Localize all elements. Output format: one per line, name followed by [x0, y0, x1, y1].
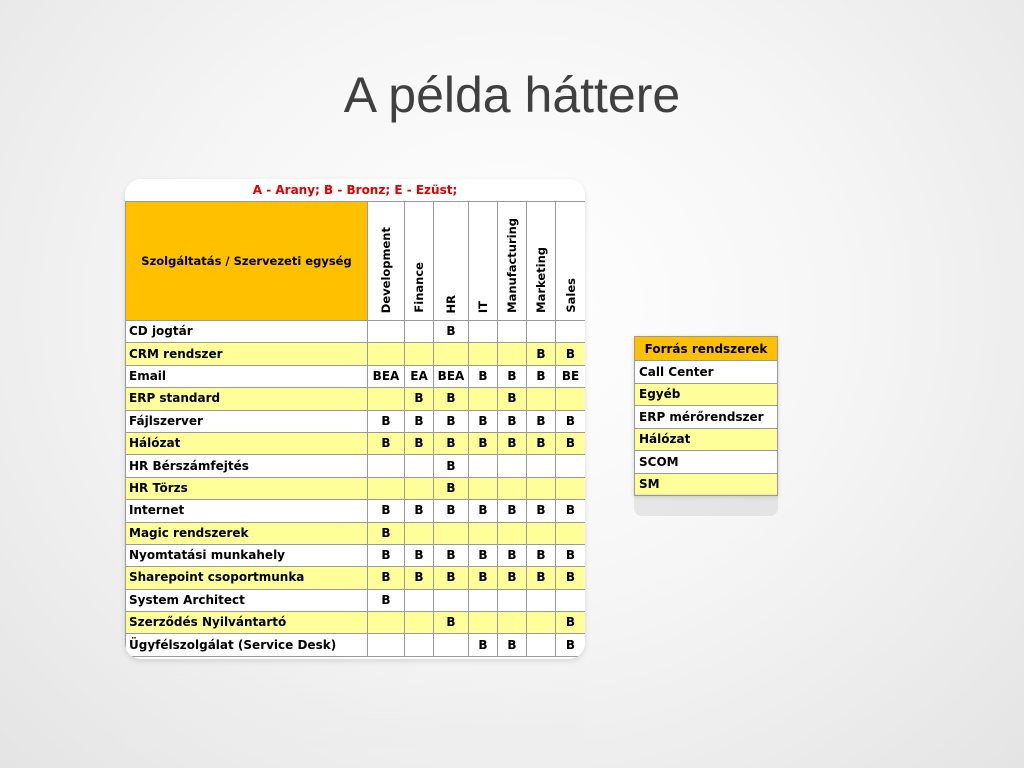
service-level-cell: B — [434, 432, 469, 454]
source-systems-box — [634, 336, 778, 496]
service-level-cell — [498, 321, 527, 343]
service-level-cell — [405, 612, 434, 634]
source-system-name: Hálózat — [635, 428, 778, 451]
service-level-cell: B — [434, 321, 469, 343]
service-level-cell — [368, 388, 405, 410]
service-level-cell: B — [405, 544, 434, 566]
list-item — [635, 383, 778, 406]
department-label: Marketing — [534, 247, 548, 313]
department-label: Development — [379, 226, 393, 313]
service-level-cell: B — [556, 634, 586, 656]
service-level-cell: B — [434, 500, 469, 522]
service-level-cell — [405, 634, 434, 656]
source-systems-table — [634, 336, 778, 496]
service-level-cell — [498, 343, 527, 365]
service-level-cell: B — [498, 567, 527, 589]
service-level-cell — [556, 522, 586, 544]
slide-title: A példa háttere — [343, 67, 681, 123]
service-level-cell: B — [405, 388, 434, 410]
table-row — [126, 567, 586, 589]
service-name: Ügyfélszolgálat (Service Desk) — [126, 634, 368, 656]
table-row — [126, 634, 586, 656]
service-level-cell — [405, 321, 434, 343]
source-system-name: Call Center — [635, 361, 778, 384]
service-level-cell: B — [498, 634, 527, 656]
service-level-cell — [527, 589, 556, 611]
service-name: ERP standard — [126, 388, 368, 410]
service-level-cell — [469, 455, 498, 477]
service-level-cell: B — [469, 567, 498, 589]
department-label: Manufacturing — [505, 218, 519, 313]
service-level-cell — [469, 522, 498, 544]
service-name: Nyomtatási munkahely — [126, 544, 368, 566]
service-level-cell: B — [405, 500, 434, 522]
service-name: Fájlszerver — [126, 410, 368, 432]
service-level-cell: B — [368, 589, 405, 611]
service-level-cell: B — [527, 544, 556, 566]
service-level-cell: B — [405, 567, 434, 589]
service-level-cell — [498, 612, 527, 634]
service-level-cell: B — [434, 567, 469, 589]
department-header — [498, 202, 527, 321]
service-level-cell — [498, 455, 527, 477]
service-level-cell — [469, 477, 498, 499]
service-name: Hálózat — [126, 432, 368, 454]
service-name: Sharepoint csoportmunka — [126, 567, 368, 589]
service-level-cell — [556, 321, 586, 343]
department-header — [368, 202, 405, 321]
matrix-corner-header: Szolgáltatás / Szervezeti egység — [126, 202, 368, 321]
department-header — [469, 202, 498, 321]
service-level-cell: B — [434, 455, 469, 477]
service-level-cell — [368, 321, 405, 343]
table-row — [126, 477, 586, 499]
table-row — [126, 544, 586, 566]
service-level-cell — [469, 343, 498, 365]
service-level-cell — [527, 634, 556, 656]
service-level-cell — [368, 477, 405, 499]
service-level-cell — [527, 455, 556, 477]
service-level-cell: B — [469, 432, 498, 454]
service-level-cell — [405, 455, 434, 477]
service-level-cell: B — [434, 410, 469, 432]
department-label: HR — [444, 294, 458, 313]
source-systems-reflection — [634, 494, 778, 528]
service-matrix-table — [125, 201, 585, 657]
source-systems-header: Forrás rendszerek — [635, 337, 778, 361]
service-level-cell: B — [498, 365, 527, 387]
service-level-cell: B — [527, 500, 556, 522]
service-level-cell: B — [469, 634, 498, 656]
service-level-cell: B — [469, 544, 498, 566]
service-level-cell: EA — [405, 365, 434, 387]
service-level-cell: B — [527, 365, 556, 387]
service-level-cell — [527, 522, 556, 544]
service-level-cell — [527, 477, 556, 499]
service-name: HR Bérszámfejtés — [126, 455, 368, 477]
service-level-cell — [368, 634, 405, 656]
department-label: IT — [476, 300, 490, 313]
service-level-cell: B — [368, 544, 405, 566]
list-item — [635, 473, 778, 496]
service-level-cell: B — [434, 477, 469, 499]
table-row — [126, 388, 586, 410]
service-level-cell: B — [368, 522, 405, 544]
table-row — [126, 522, 586, 544]
service-level-cell — [434, 589, 469, 611]
service-level-cell — [498, 589, 527, 611]
service-level-cell: B — [469, 410, 498, 432]
service-name: System Architect — [126, 589, 368, 611]
source-system-name: Egyéb — [635, 383, 778, 406]
department-label: Finance — [412, 262, 426, 313]
service-level-cell: B — [405, 432, 434, 454]
service-name: HR Törzs — [126, 477, 368, 499]
service-level-cell: B — [556, 432, 586, 454]
table-row — [126, 432, 586, 454]
service-level-cell: BEA — [368, 365, 405, 387]
service-level-cell — [405, 343, 434, 365]
service-level-cell — [434, 522, 469, 544]
service-level-cell — [434, 634, 469, 656]
service-name: Magic rendszerek — [126, 522, 368, 544]
service-level-cell — [405, 477, 434, 499]
service-level-cell: B — [368, 500, 405, 522]
matrix-reflection — [125, 659, 585, 749]
list-item — [635, 428, 778, 451]
source-system-name: SM — [635, 473, 778, 496]
table-row — [126, 455, 586, 477]
service-level-cell: B — [469, 500, 498, 522]
service-level-cell: B — [498, 500, 527, 522]
list-item — [635, 406, 778, 429]
service-level-cell: B — [527, 410, 556, 432]
service-level-cell: B — [434, 612, 469, 634]
service-level-cell: B — [556, 343, 586, 365]
service-level-cell — [469, 321, 498, 343]
table-row — [126, 343, 586, 365]
list-item — [635, 451, 778, 474]
service-name: CD jogtár — [126, 321, 368, 343]
service-level-cell: B — [498, 544, 527, 566]
service-level-cell — [527, 321, 556, 343]
service-level-cell: B — [527, 567, 556, 589]
service-level-cell: B — [498, 432, 527, 454]
service-level-cell — [405, 589, 434, 611]
department-header — [405, 202, 434, 321]
service-level-cell — [434, 343, 469, 365]
department-header — [527, 202, 556, 321]
department-header — [556, 202, 586, 321]
service-level-cell: B — [498, 388, 527, 410]
service-level-cell — [368, 455, 405, 477]
service-name: Internet — [126, 500, 368, 522]
service-level-cell — [556, 455, 586, 477]
service-level-cell — [368, 612, 405, 634]
service-name: CRM rendszer — [126, 343, 368, 365]
table-row — [126, 612, 586, 634]
service-level-cell — [498, 522, 527, 544]
source-system-name: ERP mérőrendszer — [635, 406, 778, 429]
service-level-cell — [368, 343, 405, 365]
service-level-cell: B — [556, 410, 586, 432]
service-level-cell: BE — [556, 365, 586, 387]
service-level-cell: B — [556, 567, 586, 589]
service-level-cell: B — [368, 567, 405, 589]
table-row — [126, 410, 586, 432]
service-level-cell: BEA — [434, 365, 469, 387]
service-level-cell — [469, 388, 498, 410]
service-level-cell: B — [527, 432, 556, 454]
department-header — [434, 202, 469, 321]
table-row — [126, 321, 586, 343]
table-row — [126, 589, 586, 611]
service-level-cell: B — [556, 612, 586, 634]
service-level-cell — [498, 477, 527, 499]
service-level-cell: B — [527, 343, 556, 365]
service-level-cell: B — [498, 410, 527, 432]
department-label: Sales — [563, 278, 578, 313]
service-level-cell — [527, 388, 556, 410]
matrix-legend: A - Arany; B - Bronz; E - Ezüst; — [125, 179, 585, 201]
service-level-cell: B — [556, 500, 586, 522]
source-system-name: SCOM — [635, 451, 778, 474]
table-row — [126, 365, 586, 387]
list-item — [635, 361, 778, 384]
service-level-cell — [556, 388, 586, 410]
service-name: Szerződés Nyilvántartó — [126, 612, 368, 634]
service-level-cell — [405, 522, 434, 544]
service-level-cell — [469, 589, 498, 611]
table-row — [126, 500, 586, 522]
service-level-cell: B — [469, 365, 498, 387]
service-level-cell: B — [434, 388, 469, 410]
service-level-cell — [556, 589, 586, 611]
service-level-cell — [469, 612, 498, 634]
service-level-cell: B — [434, 544, 469, 566]
service-level-cell: B — [556, 544, 586, 566]
service-level-cell: B — [368, 432, 405, 454]
service-level-cell — [556, 477, 586, 499]
service-level-cell: B — [368, 410, 405, 432]
service-level-cell: B — [405, 410, 434, 432]
service-name: Email — [126, 365, 368, 387]
service-level-cell — [527, 612, 556, 634]
service-matrix-card — [125, 179, 585, 659]
